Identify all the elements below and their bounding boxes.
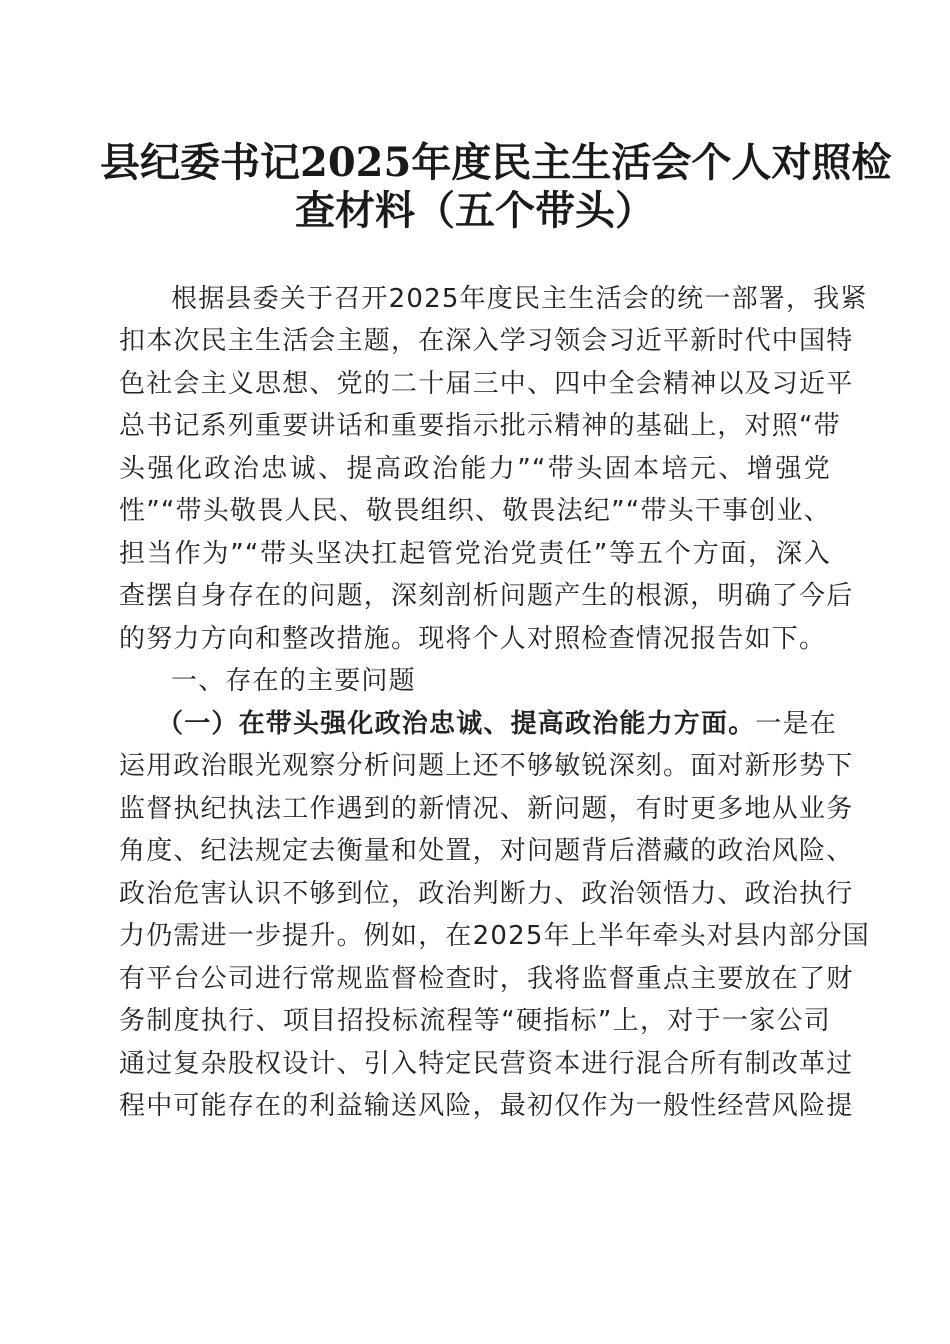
subsection-paragraph-line: 力仍需进一步提升。例如，在2025年上半年牵头对县内部分国 <box>119 921 870 951</box>
subsection-paragraph-line: 程中可能存在的利益输送风险，最初仅作为一般性经营风险提 <box>119 1091 854 1121</box>
subsection-heading: （一）在带头强化政治忠诚、提高政治能力方面。 <box>157 709 756 739</box>
intro-paragraph-line: 查摆自身存在的问题，深刻剖析问题产生的根源，明确了今后 <box>119 581 854 611</box>
intro-paragraph-line: 色社会主义思想、党的二十届三中、四中全会精神以及习近平 <box>119 369 854 399</box>
intro-paragraph-line: 总书记系列重要讲话和重要指示批示精神的基础上，对照“带 <box>119 411 841 441</box>
subsection-paragraph-line: 有平台公司进行常规监督检查时，我将监督重点主要放在了财 <box>119 964 854 994</box>
subsection-paragraph-line: 角度、纪法规定去衡量和处置，对问题背后潜藏的政治风险、 <box>119 836 854 866</box>
subsection-first-line <box>157 704 838 744</box>
intro-paragraph-line: 根据县委关于召开2025年度民主生活会的统一部署，我紧 <box>171 284 868 314</box>
subsection-paragraph-line: 务制度执行、项目招投标流程等“硬指标”上，对于一家公司 <box>119 1006 831 1036</box>
section-heading: 一、存在的主要问题 <box>171 666 416 696</box>
subsection-paragraph-line: 运用政治眼光观察分析问题上还不够敏锐深刻。面对新形势下 <box>119 751 854 781</box>
subsection-paragraph-line: 监督执纪执法工作遇到的新情况、新问题，有时更多地从业务 <box>119 794 854 824</box>
intro-paragraph-line: 担当作为”“带头坚决扛起管党治党责任”等五个方面，深入 <box>119 539 831 569</box>
intro-paragraph-line: 的努力方向和整改措施。现将个人对照检查情况报告如下。 <box>119 624 827 654</box>
intro-paragraph-line: 扣本次民主生活会主题，在深入学习领会习近平新时代中国特 <box>119 326 854 356</box>
intro-paragraph-line: 性”“带头敬畏人民、敬畏组织、敬畏法纪”“带头干事创业、 <box>119 496 831 526</box>
subsection-paragraph-line: 政治危害认识不够到位，政治判断力、政治领悟力、政治执行 <box>119 879 854 909</box>
document-title-line-2: 查材料（五个带头） <box>295 187 655 234</box>
subsection-first-line-text: 一是在 <box>755 709 838 739</box>
document-title-line-1: 县纪委书记2025年度民主生活会个人对照检 <box>100 139 892 186</box>
subsection-paragraph-line: 通过复杂股权设计、引入特定民营资本进行混合所有制改革过 <box>119 1049 854 1079</box>
intro-paragraph-line: 头强化政治忠诚、提高政治能力”“带头固本培元、增强党 <box>119 454 831 484</box>
